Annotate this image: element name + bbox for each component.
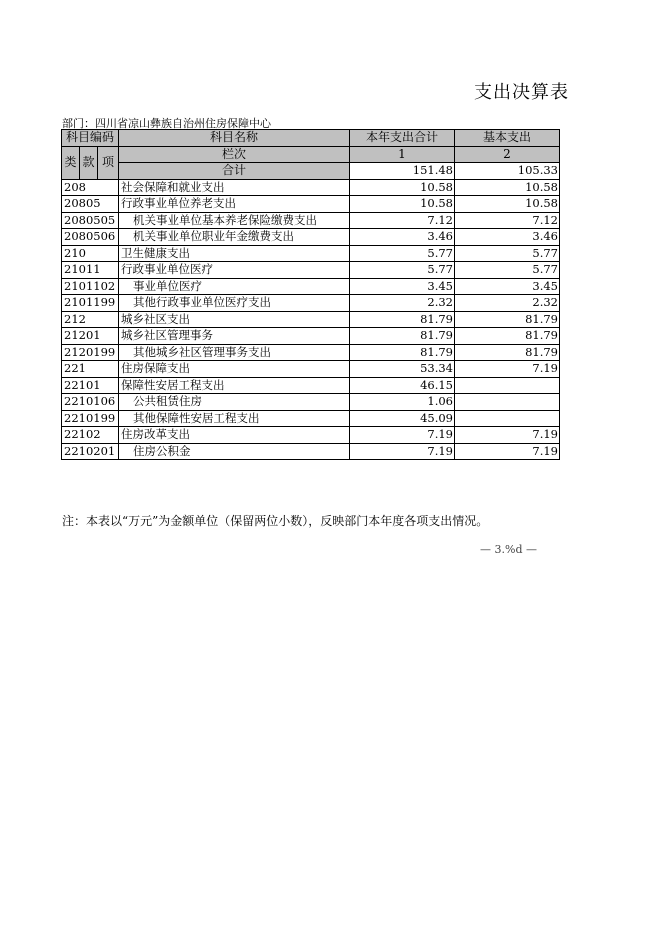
row-total: 3.46 (350, 229, 455, 246)
row-total: 10.58 (350, 179, 455, 196)
row-code: 208 (62, 179, 119, 196)
table-row (62, 179, 560, 196)
row-code: 2101102 (62, 278, 119, 295)
summary-row (62, 163, 560, 180)
row-total: 7.19 (350, 443, 455, 460)
row-basic: 7.19 (455, 361, 560, 378)
row-basic (455, 377, 560, 394)
row-name: 其他城乡社区管理事务支出 (119, 344, 350, 361)
table-row (62, 295, 560, 312)
row-total: 2.32 (350, 295, 455, 312)
row-total: 7.19 (350, 427, 455, 444)
row-total: 46.15 (350, 377, 455, 394)
row-name: 机关事业单位职业年金缴费支出 (119, 229, 350, 246)
header-basic: 基本支出 (455, 130, 560, 147)
row-code: 221 (62, 361, 119, 378)
row-basic: 3.46 (455, 229, 560, 246)
summary-basic: 105.33 (455, 163, 560, 180)
row-name: 行政事业单位养老支出 (119, 196, 350, 213)
row-total: 81.79 (350, 311, 455, 328)
row-name: 事业单位医疗 (119, 278, 350, 295)
table-row (62, 278, 560, 295)
row-basic: 3.45 (455, 278, 560, 295)
table-row (62, 361, 560, 378)
footnote: 注：本表以“万元”为金额单位（保留两位小数），反映部门本年度各项支出情况。 (62, 514, 489, 528)
row-total: 10.58 (350, 196, 455, 213)
row-name: 住房改革支出 (119, 427, 350, 444)
row-name: 社会保障和就业支出 (119, 179, 350, 196)
row-name: 城乡社区支出 (119, 311, 350, 328)
row-basic: 5.77 (455, 262, 560, 279)
header-col2: 2 (455, 146, 560, 163)
row-name: 行政事业单位医疗 (119, 262, 350, 279)
row-code: 22102 (62, 427, 119, 444)
page-title: 支出决算表 (474, 82, 569, 103)
row-code: 2080505 (62, 212, 119, 229)
row-name: 住房公积金 (119, 443, 350, 460)
row-total: 3.45 (350, 278, 455, 295)
row-total: 1.06 (350, 394, 455, 411)
row-code: 2210201 (62, 443, 119, 460)
department-label: 部门：四川省凉山彝族自治州住房保障中心 (62, 117, 271, 130)
row-basic: 2.32 (455, 295, 560, 312)
header-column-label: 栏次 (119, 146, 350, 163)
header-index-row (62, 146, 560, 163)
row-code: 21011 (62, 262, 119, 279)
row-basic (455, 410, 560, 427)
header-total: 本年支出合计 (350, 130, 455, 147)
row-code: 2101199 (62, 295, 119, 312)
header-code: 科目编码 (62, 130, 119, 147)
table-row (62, 196, 560, 213)
row-total: 5.77 (350, 262, 455, 279)
row-basic (455, 394, 560, 411)
row-basic: 10.58 (455, 179, 560, 196)
row-basic: 81.79 (455, 311, 560, 328)
table-row (62, 344, 560, 361)
row-name: 住房保障支出 (119, 361, 350, 378)
row-total: 81.79 (350, 328, 455, 345)
row-code: 2210106 (62, 394, 119, 411)
header-row (62, 130, 560, 147)
header-lei: 类 (62, 146, 80, 179)
table-row (62, 443, 560, 460)
row-code: 2080506 (62, 229, 119, 246)
table-row (62, 262, 560, 279)
row-code: 212 (62, 311, 119, 328)
row-total: 7.12 (350, 212, 455, 229)
header-kuan: 款 (80, 146, 98, 179)
row-total: 45.09 (350, 410, 455, 427)
row-basic: 81.79 (455, 328, 560, 345)
row-code: 20805 (62, 196, 119, 213)
page-number: — 3.%d — (480, 543, 537, 556)
summary-label: 合计 (119, 163, 350, 180)
row-basic: 7.19 (455, 427, 560, 444)
table-row (62, 427, 560, 444)
row-basic: 7.12 (455, 212, 560, 229)
summary-total: 151.48 (350, 163, 455, 180)
table-row (62, 212, 560, 229)
row-code: 2120199 (62, 344, 119, 361)
row-name: 保障性安居工程支出 (119, 377, 350, 394)
row-name: 机关事业单位基本养老保险缴费支出 (119, 212, 350, 229)
row-name: 公共租赁住房 (119, 394, 350, 411)
header-xiang: 项 (98, 146, 119, 179)
row-basic: 10.58 (455, 196, 560, 213)
row-name: 卫生健康支出 (119, 245, 350, 262)
row-name: 城乡社区管理事务 (119, 328, 350, 345)
row-name: 其他行政事业单位医疗支出 (119, 295, 350, 312)
row-total: 53.34 (350, 361, 455, 378)
table-row (62, 328, 560, 345)
row-code: 21201 (62, 328, 119, 345)
table-row (62, 311, 560, 328)
table-row (62, 394, 560, 411)
row-code: 210 (62, 245, 119, 262)
header-name: 科目名称 (119, 130, 350, 147)
table-row (62, 377, 560, 394)
expenditure-table (61, 129, 560, 460)
row-basic: 81.79 (455, 344, 560, 361)
table-row (62, 410, 560, 427)
table-row (62, 229, 560, 246)
header-col1: 1 (350, 146, 455, 163)
row-basic: 7.19 (455, 443, 560, 460)
row-code: 2210199 (62, 410, 119, 427)
row-code: 22101 (62, 377, 119, 394)
row-name: 其他保障性安居工程支出 (119, 410, 350, 427)
table-row (62, 245, 560, 262)
row-total: 81.79 (350, 344, 455, 361)
row-basic: 5.77 (455, 245, 560, 262)
row-total: 5.77 (350, 245, 455, 262)
